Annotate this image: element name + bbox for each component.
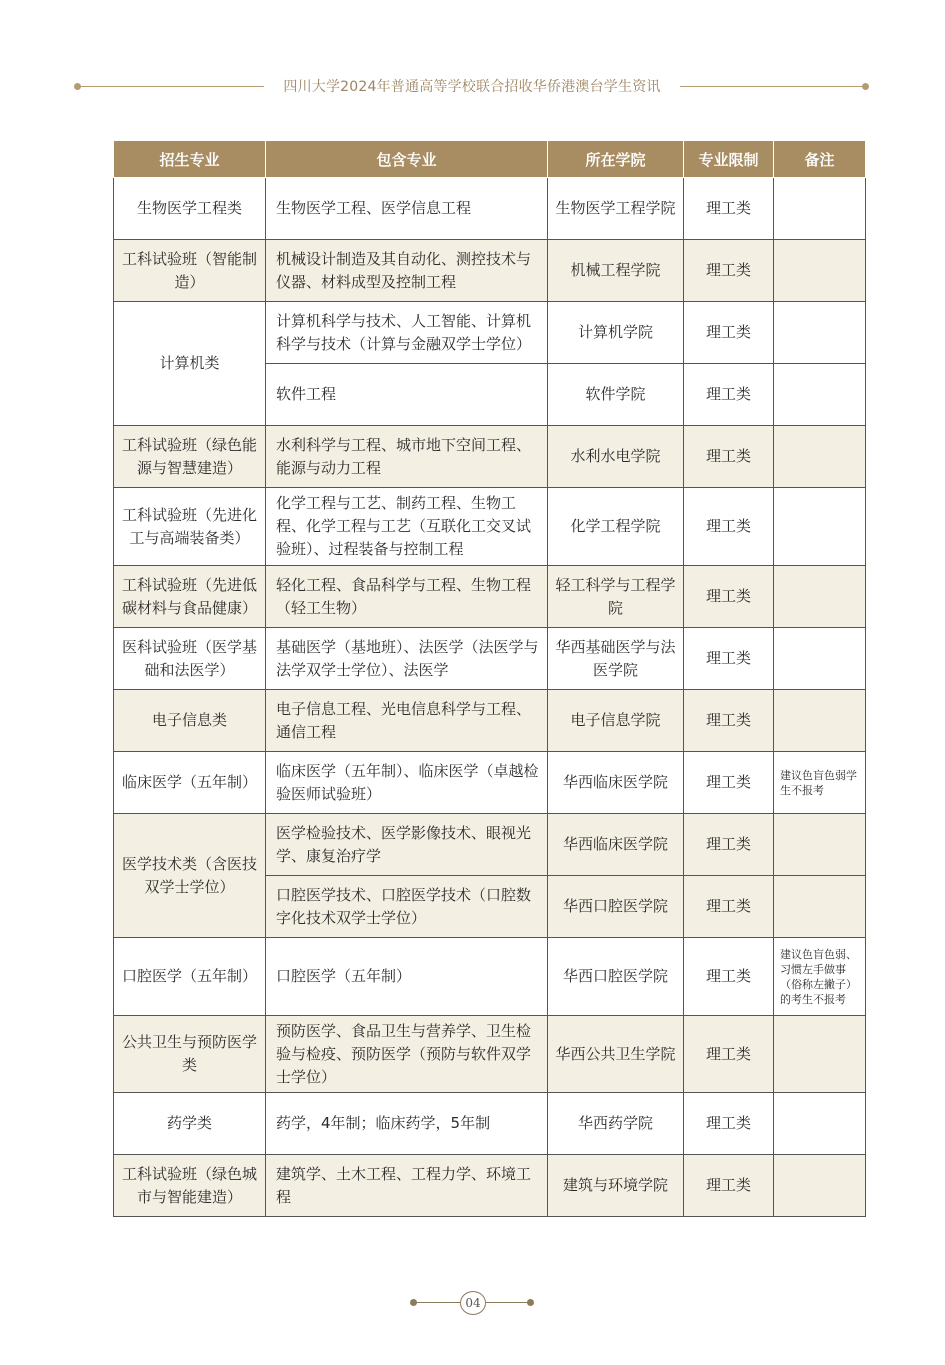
major-cell: 工科试验班（先进低碳材料与食品健康） [114, 566, 266, 628]
note-cell [774, 488, 866, 566]
table-row [114, 752, 866, 814]
college-cell: 计算机学院 [548, 302, 684, 364]
limit-cell: 理工类 [684, 628, 774, 690]
majors-table [113, 140, 866, 1217]
limit-cell: 理工类 [684, 1016, 774, 1093]
table-row [114, 426, 866, 488]
table-row [114, 628, 866, 690]
limit-cell: 理工类 [684, 488, 774, 566]
note-cell [774, 1016, 866, 1093]
limit-cell: 理工类 [684, 876, 774, 938]
included-cell: 基础医学（基地班）、法医学（法医学与法学双学士学位）、法医学 [266, 628, 548, 690]
included-cell: 预防医学、食品卫生与营养学、卫生检验与检疫、预防医学（预防与软件双学士学位） [266, 1016, 548, 1093]
major-cell: 药学类 [114, 1093, 266, 1155]
included-cell: 机械设计制造及其自动化、测控技术与仪器、材料成型及控制工程 [266, 240, 548, 302]
college-cell: 轻工科学与工程学院 [548, 566, 684, 628]
included-cell: 临床医学（五年制）、临床医学（卓越检验医师试验班） [266, 752, 548, 814]
major-cell: 工科试验班（智能制造） [114, 240, 266, 302]
major-cell: 公共卫生与预防医学类 [114, 1016, 266, 1093]
table-row [114, 178, 866, 240]
included-cell: 口腔医学技术、口腔医学技术（口腔数字化技术双学士学位） [266, 876, 548, 938]
note-cell [774, 178, 866, 240]
college-cell: 建筑与环境学院 [548, 1155, 684, 1217]
major-cell: 电子信息类 [114, 690, 266, 752]
college-cell: 华西公共卫生学院 [548, 1016, 684, 1093]
limit-cell: 理工类 [684, 178, 774, 240]
college-cell: 水利水电学院 [548, 426, 684, 488]
college-cell: 华西基础医学与法医学院 [548, 628, 684, 690]
limit-cell: 理工类 [684, 814, 774, 876]
college-cell: 华西临床医学院 [548, 814, 684, 876]
included-cell: 生物医学工程、医学信息工程 [266, 178, 548, 240]
note-cell [774, 302, 866, 364]
included-cell: 轻化工程、食品科学与工程、生物工程（轻工生物） [266, 566, 548, 628]
table-row [114, 814, 866, 876]
note-cell: 建议色盲色弱学生不报考 [774, 752, 866, 814]
major-cell: 工科试验班（绿色城市与智能建造） [114, 1155, 266, 1217]
note-cell: 建议色盲色弱、习惯左手做事（俗称左撇子）的考生不报考 [774, 938, 866, 1016]
table-row [114, 302, 866, 364]
college-cell: 华西临床医学院 [548, 752, 684, 814]
note-cell [774, 1155, 866, 1217]
college-cell: 软件学院 [548, 364, 684, 426]
included-cell: 化学工程与工艺、制药工程、生物工程、化学工程与工艺（互联化工交叉试验班）、过程装备与控制工程 [266, 488, 548, 566]
footer-right-dot [527, 1299, 534, 1306]
included-cell: 建筑学、土木工程、工程力学、环境工程 [266, 1155, 548, 1217]
limit-cell: 理工类 [684, 566, 774, 628]
header-left-rule [78, 86, 264, 87]
col-header-major: 招生专业 [114, 141, 266, 178]
table-row [114, 690, 866, 752]
note-cell [774, 690, 866, 752]
college-cell: 华西口腔医学院 [548, 876, 684, 938]
table-row [114, 1016, 866, 1093]
table-row [114, 1093, 866, 1155]
table-row [114, 240, 866, 302]
note-cell [774, 628, 866, 690]
major-cell: 工科试验班（先进化工与高端装备类） [114, 488, 266, 566]
included-cell: 电子信息工程、光电信息科学与工程、通信工程 [266, 690, 548, 752]
limit-cell: 理工类 [684, 938, 774, 1016]
college-cell: 生物医学工程学院 [548, 178, 684, 240]
limit-cell: 理工类 [684, 752, 774, 814]
included-cell: 药学，4年制；临床药学，5年制 [266, 1093, 548, 1155]
included-cell: 软件工程 [266, 364, 548, 426]
col-header-limit: 专业限制 [684, 141, 774, 178]
table-row [114, 938, 866, 1016]
major-cell: 工科试验班（绿色能源与智慧建造） [114, 426, 266, 488]
included-cell: 医学检验技术、医学影像技术、眼视光学、康复治疗学 [266, 814, 548, 876]
col-header-included: 包含专业 [266, 141, 548, 178]
limit-cell: 理工类 [684, 426, 774, 488]
note-cell [774, 240, 866, 302]
page-number: 04 [460, 1291, 486, 1315]
college-cell: 华西药学院 [548, 1093, 684, 1155]
limit-cell: 理工类 [684, 1155, 774, 1217]
header-right-rule [680, 86, 866, 87]
major-cell: 计算机类 [114, 302, 266, 426]
college-cell: 华西口腔医学院 [548, 938, 684, 1016]
note-cell [774, 566, 866, 628]
major-cell: 医学技术类（含医技双学士学位） [114, 814, 266, 938]
major-cell: 生物医学工程类 [114, 178, 266, 240]
limit-cell: 理工类 [684, 364, 774, 426]
footer-left-rule [414, 1302, 460, 1303]
limit-cell: 理工类 [684, 302, 774, 364]
limit-cell: 理工类 [684, 240, 774, 302]
note-cell [774, 426, 866, 488]
included-cell: 口腔医学（五年制） [266, 938, 548, 1016]
major-cell: 临床医学（五年制） [114, 752, 266, 814]
included-cell: 水利科学与工程、城市地下空间工程、能源与动力工程 [266, 426, 548, 488]
major-cell: 口腔医学（五年制） [114, 938, 266, 1016]
col-header-note: 备注 [774, 141, 866, 178]
college-cell: 机械工程学院 [548, 240, 684, 302]
table-row [114, 1155, 866, 1217]
college-cell: 电子信息学院 [548, 690, 684, 752]
page-header-title: 四川大学2024年普通高等学校联合招收华侨港澳台学生资讯 [283, 79, 661, 95]
note-cell [774, 1093, 866, 1155]
footer-right-rule [486, 1302, 530, 1303]
note-cell [774, 364, 866, 426]
note-cell [774, 814, 866, 876]
college-cell: 化学工程学院 [548, 488, 684, 566]
col-header-college: 所在学院 [548, 141, 684, 178]
table-row [114, 488, 866, 566]
table-header-row [114, 141, 866, 178]
included-cell: 计算机科学与技术、人工智能、计算机科学与技术（计算与金融双学士学位） [266, 302, 548, 364]
table-row [114, 566, 866, 628]
header-right-dot [862, 83, 869, 90]
limit-cell: 理工类 [684, 690, 774, 752]
major-cell: 医科试验班（医学基础和法医学） [114, 628, 266, 690]
note-cell [774, 876, 866, 938]
limit-cell: 理工类 [684, 1093, 774, 1155]
